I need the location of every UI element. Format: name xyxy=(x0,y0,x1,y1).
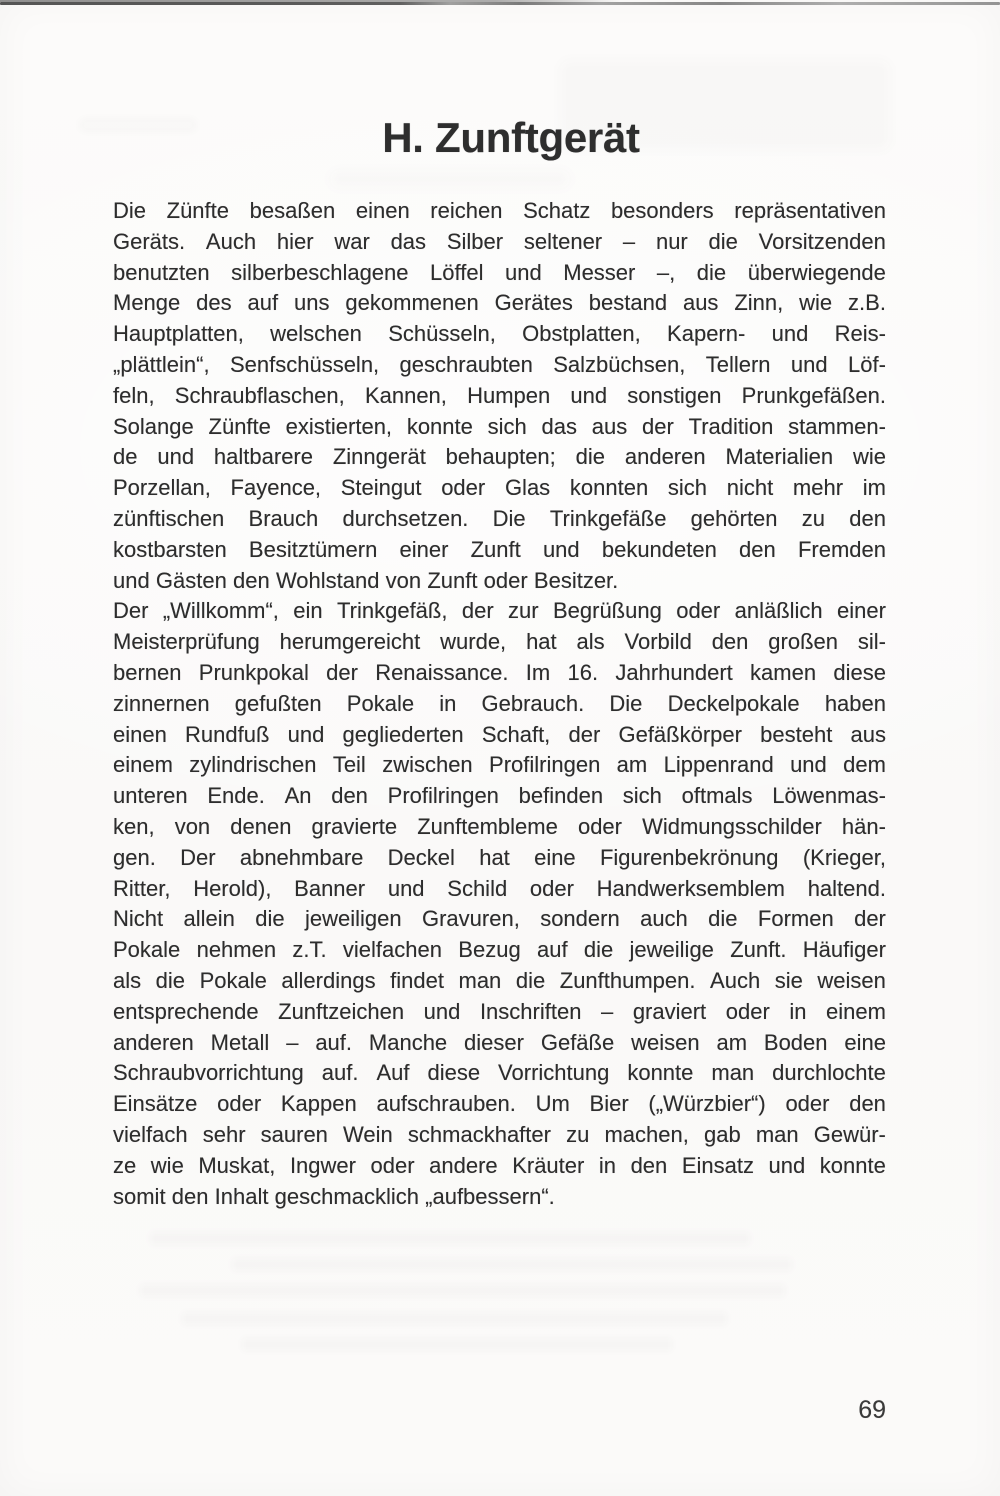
text-line: „plättlein“, Senfschüsseln, geschraubten Salzbüchsen, Tellern und Löf- xyxy=(113,351,886,377)
page-number: 69 xyxy=(858,1396,886,1424)
text-line: Porzellan, Fayence, Steingut oder Glas konnten sich nicht mehr im xyxy=(113,475,886,501)
text-line: Meisterprüfung herumgereicht wurde, hat als Vorbild den großen sil- xyxy=(113,629,886,655)
text-line: ken, von denen gravierte Zunftembleme oder Widmungsschilder hän- xyxy=(113,813,886,839)
bleed-through-ghost xyxy=(140,1284,785,1297)
text-line: und Gästen den Wohlstand von Zunft oder Besitzer. xyxy=(113,567,619,593)
text-line: vielfach sehr sauren Wein schmackhafter zu machen, gab man Gewür- xyxy=(113,1121,886,1147)
text-line: unteren Ende. An den Profilringen befinden sich oftmals Löwenmas- xyxy=(113,783,886,809)
text-line: somit den Inhalt geschmacklich „aufbessern“. xyxy=(113,1183,555,1209)
bleed-through-ghost xyxy=(232,1258,792,1271)
text-line: gen. Der abnehmbare Deckel hat eine Figurenbekrönung (Krieger, xyxy=(113,844,886,870)
text-line: de und haltbarere Zinngerät behaupten; die anderen Materialien wie xyxy=(113,444,886,470)
text-line: Menge des auf uns gekommenen Gerätes bestand aus Zinn, wie z.B. xyxy=(113,290,886,316)
text-line: zinnernen gefußten Pokale in Gebrauch. Die Deckelpokale haben xyxy=(113,690,886,716)
scan-edge-artifact xyxy=(0,2,1000,5)
bleed-through-ghost xyxy=(182,1312,727,1325)
text-line: feln, Schraubflaschen, Kannen, Humpen und sonstigen Prunkgefäßen. xyxy=(113,382,886,408)
text-line: Hauptplatten, welschen Schüsseln, Obstplatten, Kapern- und Reis- xyxy=(113,321,886,347)
text-line: anderen Metall – auf. Manche dieser Gefäße weisen am Boden eine xyxy=(113,1029,886,1055)
scan-smudge xyxy=(330,170,570,188)
text-line: Der „Willkomm“, ein Trinkgefäß, der zur Begrüßung oder anläßlich einer xyxy=(113,598,886,624)
text-line: kostbarsten Besitztümern einer Zunft und bekundeten den Fremden xyxy=(113,536,886,562)
text-line: zünftischen Brauch durchsetzen. Die Trinkgefäße gehörten zu den xyxy=(113,505,886,531)
text-line: Pokale nehmen z.T. vielfachen Bezug auf die jeweilige Zunft. Häufiger xyxy=(113,937,886,963)
text-line: bernen Prunkpokal der Renaissance. Im 16. Jahrhundert kamen diese xyxy=(113,659,886,685)
body-text xyxy=(113,196,886,1212)
text-line: benutzten silberbeschlagene Löffel und Messer –, die überwiegende xyxy=(113,259,886,285)
text-line: Geräts. Auch hier war das Silber seltener – nur die Vorsitzenden xyxy=(113,228,886,254)
text-line: einem zylindrischen Teil zwischen Profilringen am Lippenrand und dem xyxy=(113,752,886,778)
text-line: Nicht allein die jeweiligen Gravuren, sondern auch die Formen der xyxy=(113,906,886,932)
text-line: Ritter, Herold), Banner und Schild oder Handwerksemblem haltend. xyxy=(113,875,886,901)
bleed-through-ghost xyxy=(242,1338,672,1351)
text-line: Solange Zünfte existierten, konnte sich das aus der Tradition stammen- xyxy=(113,413,886,439)
text-line: einen Rundfuß und gegliederten Schaft, der Gefäßkörper besteht aus xyxy=(113,721,886,747)
text-line: entsprechende Zunftzeichen und Inschriften – graviert oder in einem xyxy=(113,998,886,1024)
bleed-through-ghost xyxy=(150,1232,750,1245)
text-line: Die Zünfte besaßen einen reichen Schatz besonders repräsentativen xyxy=(113,198,886,223)
text-line: ze wie Muskat, Ingwer oder andere Kräuter in den Einsatz und konnte xyxy=(113,1152,886,1178)
page-title: H. Zunftgerät xyxy=(382,114,640,161)
text-line: als die Pokale allerdings findet man die Zunfthumpen. Auch sie weisen xyxy=(113,967,886,993)
text-line: Einsätze oder Kappen aufschrauben. Um Bier („Würzbier“) oder den xyxy=(113,1091,886,1117)
text-line: Schraubvorrichtung auf. Auf diese Vorrichtung konnte man durchlochte xyxy=(113,1060,886,1086)
